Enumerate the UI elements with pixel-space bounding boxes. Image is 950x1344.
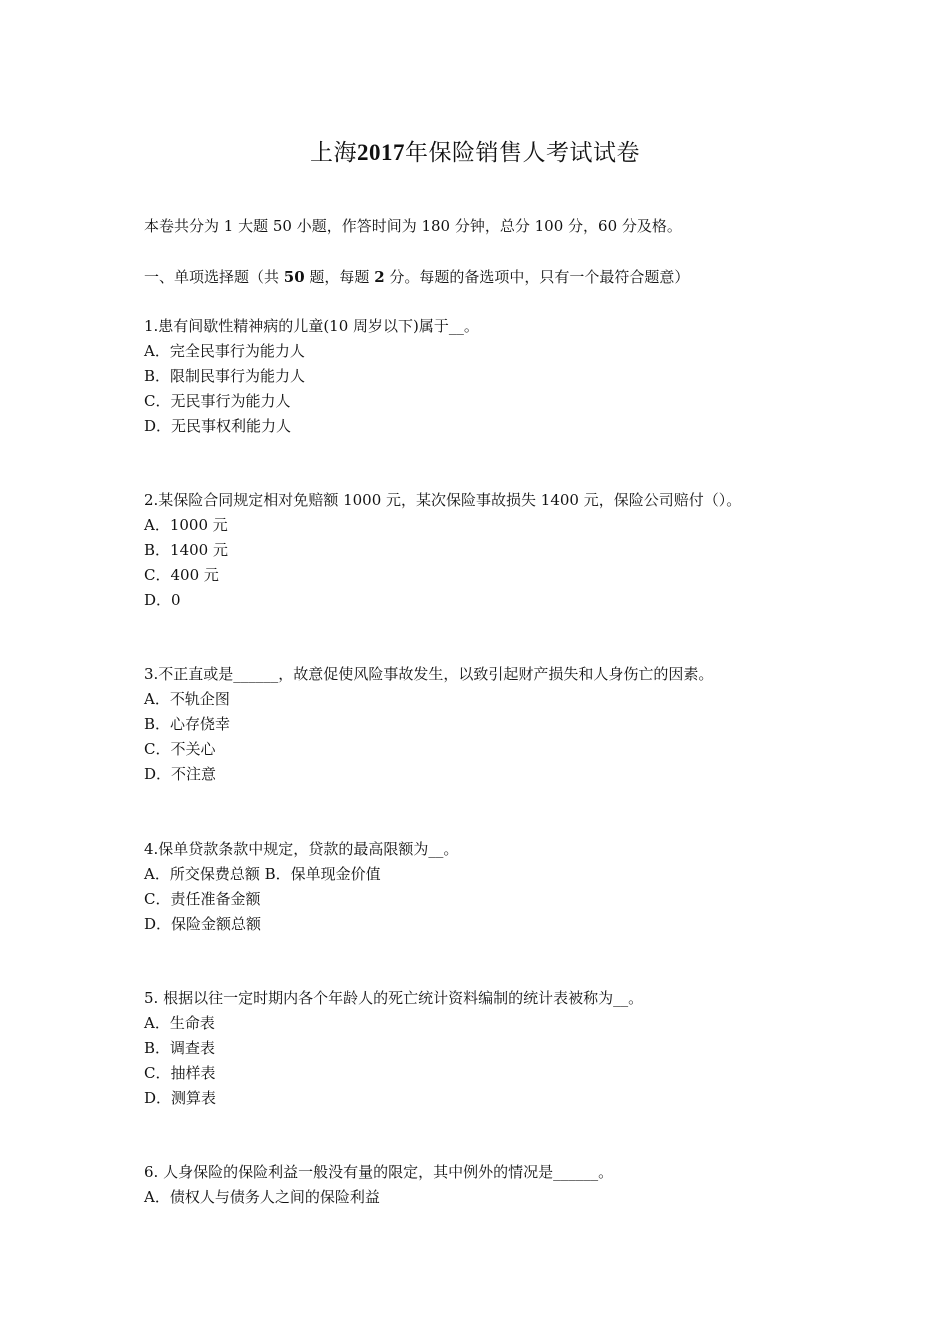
option-d: D．无民事权利能力人: [144, 417, 292, 435]
question-2: [144, 488, 741, 613]
option-a: A．债权人与债务人之间的保险利益: [144, 1188, 380, 1206]
option-d: D．测算表: [144, 1089, 217, 1107]
title-prefix: 上海: [310, 140, 357, 166]
question-stem: 5. 根据以往一定时期内各个年龄人的死亡统计资料编制的统计表被称为__。: [144, 989, 644, 1007]
option-c: C．抽样表: [144, 1064, 216, 1082]
question-5: [144, 986, 643, 1111]
option-d: D．0: [144, 591, 181, 609]
question-stem: 1.患有间歇性精神病的儿童(10 周岁以下)属于__。: [144, 317, 479, 335]
option-d: D．不注意: [144, 765, 217, 783]
option-b: B．心存侥幸: [144, 715, 231, 733]
question-stem: 3.不正直或是______，故意促使风险事故发生，以致引起财产损失和人身伤亡的因素。: [144, 665, 714, 683]
section-heading-part1: 一、单项选择题（共: [144, 268, 284, 286]
question-stem: 6. 人身保险的保险利益一般没有量的限定，其中例外的情况是______。: [144, 1163, 614, 1181]
section-heading-part3: 分。每题的备选项中，只有一个最符合题意）: [384, 268, 690, 286]
question-stem: 2.某保险合同规定相对免赔额 1000 元，某次保险事故损失 1400 元，保险公司赔付（）。: [144, 491, 742, 509]
question-3: [144, 662, 713, 787]
option-b: B．限制民事行为能力人: [144, 367, 306, 385]
option-c: C．责任准备金额: [144, 890, 261, 908]
option-a-b: A．所交保费总额 B．保单现金价值: [144, 865, 381, 883]
question-4: [144, 837, 458, 937]
option-a: A．1000 元: [144, 516, 228, 534]
section-heading-part2: 题，每题: [304, 268, 375, 286]
option-d: D．保险金额总额: [144, 915, 262, 933]
page-title: [0, 136, 950, 170]
option-a: A．完全民事行为能力人: [144, 342, 305, 360]
option-c: C．400 元: [144, 566, 219, 584]
option-a: A．不轨企图: [144, 690, 230, 708]
section-points-per-question: 2: [374, 268, 385, 286]
option-a: A．生命表: [144, 1014, 215, 1032]
section-heading: [144, 265, 689, 290]
title-suffix: 年保险销售人考试试卷: [405, 140, 640, 166]
exam-instructions: 本卷共分为 1 大题 50 小题，作答时间为 180 分钟，总分 100 分，60 分及格。: [144, 217, 682, 235]
title-year: 2017: [357, 140, 405, 165]
option-c: C．无民事行为能力人: [144, 392, 291, 410]
question-1: [144, 314, 479, 439]
option-b: B．调查表: [144, 1039, 216, 1057]
option-c: C．不关心: [144, 740, 216, 758]
option-b: B．1400 元: [144, 541, 228, 559]
question-stem: 4.保单贷款条款中规定，贷款的最高限额为__。: [144, 840, 459, 858]
section-question-count: 50: [283, 268, 305, 286]
question-6: [144, 1160, 613, 1210]
